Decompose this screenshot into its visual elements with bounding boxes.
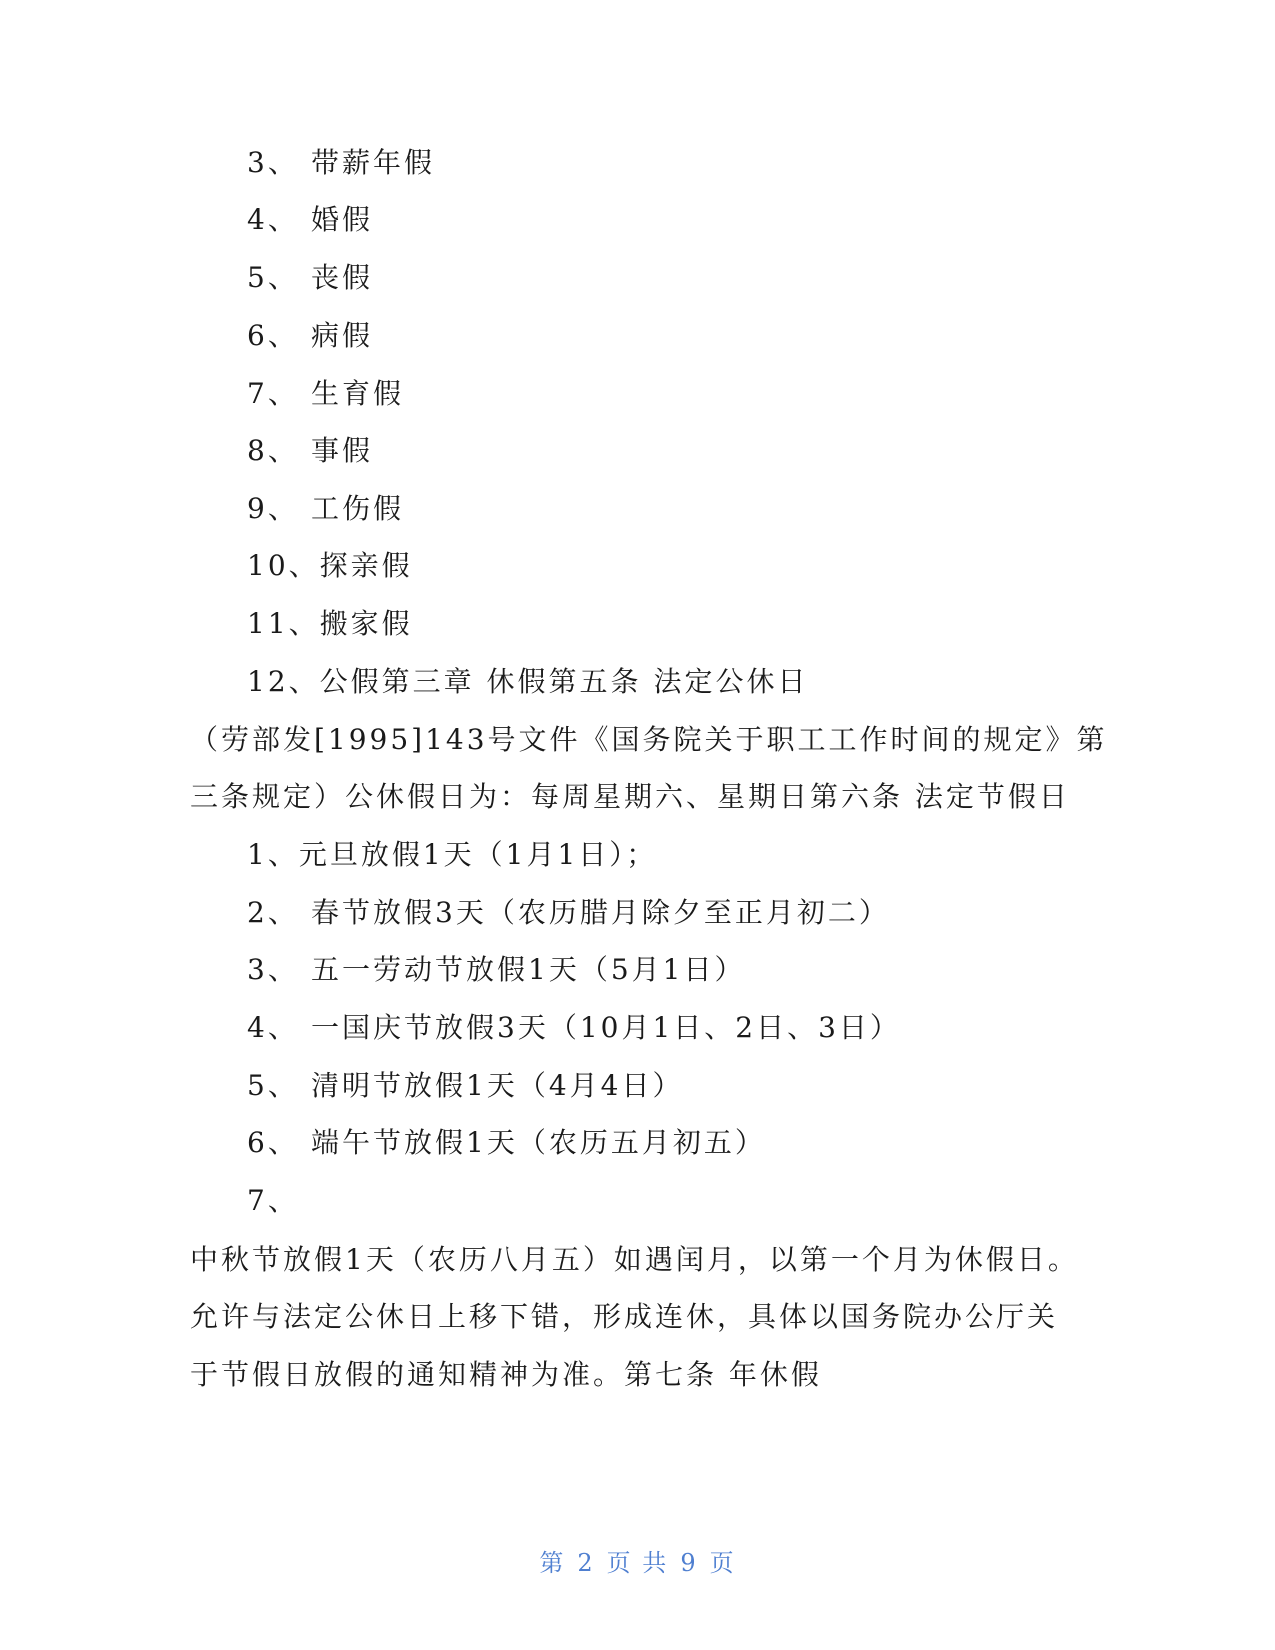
footer-total-pages: 9 (680, 1549, 698, 1577)
list-item (247, 1066, 683, 1106)
footer-prefix: 第 (539, 1549, 566, 1577)
item-number: 6、 (247, 1126, 299, 1159)
paragraph-line: 中秋节放假1天（农历八月五）如遇闰月，以第一个月为休假日。 (190, 1243, 1079, 1276)
item-text: 公假第三章 休假第五条 法定公休日 (319, 665, 809, 698)
list-item (247, 1123, 766, 1163)
list-item (247, 662, 808, 702)
item-text: 一国庆节放假3天（10月1日、2日、3日） (311, 1011, 901, 1044)
item-number: 2、 (247, 896, 299, 929)
item-number: 1、 (247, 838, 299, 871)
item-text: 探亲假 (319, 549, 413, 582)
list-item (247, 604, 413, 644)
paragraph-line: （劳部发[1995]143号文件《国务院关于职工工作时间的规定》第 (190, 723, 1108, 756)
item-text: 五一劳动节放假1天（5月1日） (311, 953, 746, 986)
list-item (247, 835, 657, 875)
list-item (247, 143, 435, 183)
paragraph-line: 于节假日放假的通知精神为准。第七条 年休假 (190, 1358, 822, 1391)
item-number: 4、 (247, 203, 299, 236)
item-number: 3、 (247, 953, 299, 986)
list-item (247, 431, 373, 471)
item-text: 元旦放假1天（1月1日）； (298, 838, 658, 871)
list-item (247, 893, 890, 933)
item-text: 工伤假 (311, 492, 405, 525)
footer-suffix: 页 (709, 1549, 736, 1577)
footer-page-number: 2 (577, 1549, 595, 1577)
item-text: 丧假 (311, 261, 374, 294)
item-number: 12、 (247, 665, 320, 698)
list-item (247, 950, 745, 990)
item-text: 搬家假 (319, 607, 413, 640)
paragraph-line: 三条规定）公休假日为：每周星期六、星期日第六条 法定节假日 (190, 780, 1070, 813)
item-number: 4、 (247, 1011, 299, 1044)
item-number: 7、 (247, 377, 299, 410)
page-footer (0, 1545, 1275, 1581)
list-item (247, 200, 373, 240)
list-item (247, 546, 413, 586)
item-text: 端午节放假1天（农历五月初五） (311, 1126, 766, 1159)
list-item (247, 1008, 901, 1048)
item-number: 7、 (247, 1184, 299, 1217)
item-text: 生育假 (311, 377, 405, 410)
list-item (247, 489, 404, 529)
item-number: 5、 (247, 261, 299, 294)
item-number: 10、 (247, 549, 320, 582)
list-item (247, 258, 373, 298)
item-number: 3、 (247, 146, 299, 179)
list-item (247, 316, 373, 356)
item-number: 6、 (247, 319, 299, 352)
item-text: 病假 (311, 319, 374, 352)
item-number: 9、 (247, 492, 299, 525)
footer-middle: 页 共 (606, 1549, 669, 1577)
item-text: 清明节放假1天（4月4日） (311, 1069, 684, 1102)
item-text: 事假 (311, 434, 374, 467)
item-number: 5、 (247, 1069, 299, 1102)
item-text: 春节放假3天（农历腊月除夕至正月初二） (311, 896, 890, 929)
paragraph-line: 允许与法定公休日上移下错，形成连休，具体以国务院办公厅关 (190, 1300, 1059, 1333)
item-number: 8、 (247, 434, 299, 467)
item-text: 带薪年假 (311, 146, 436, 179)
item-text: 婚假 (311, 203, 374, 236)
list-item (247, 1181, 311, 1221)
item-number: 11、 (247, 607, 320, 640)
list-item (247, 374, 404, 414)
